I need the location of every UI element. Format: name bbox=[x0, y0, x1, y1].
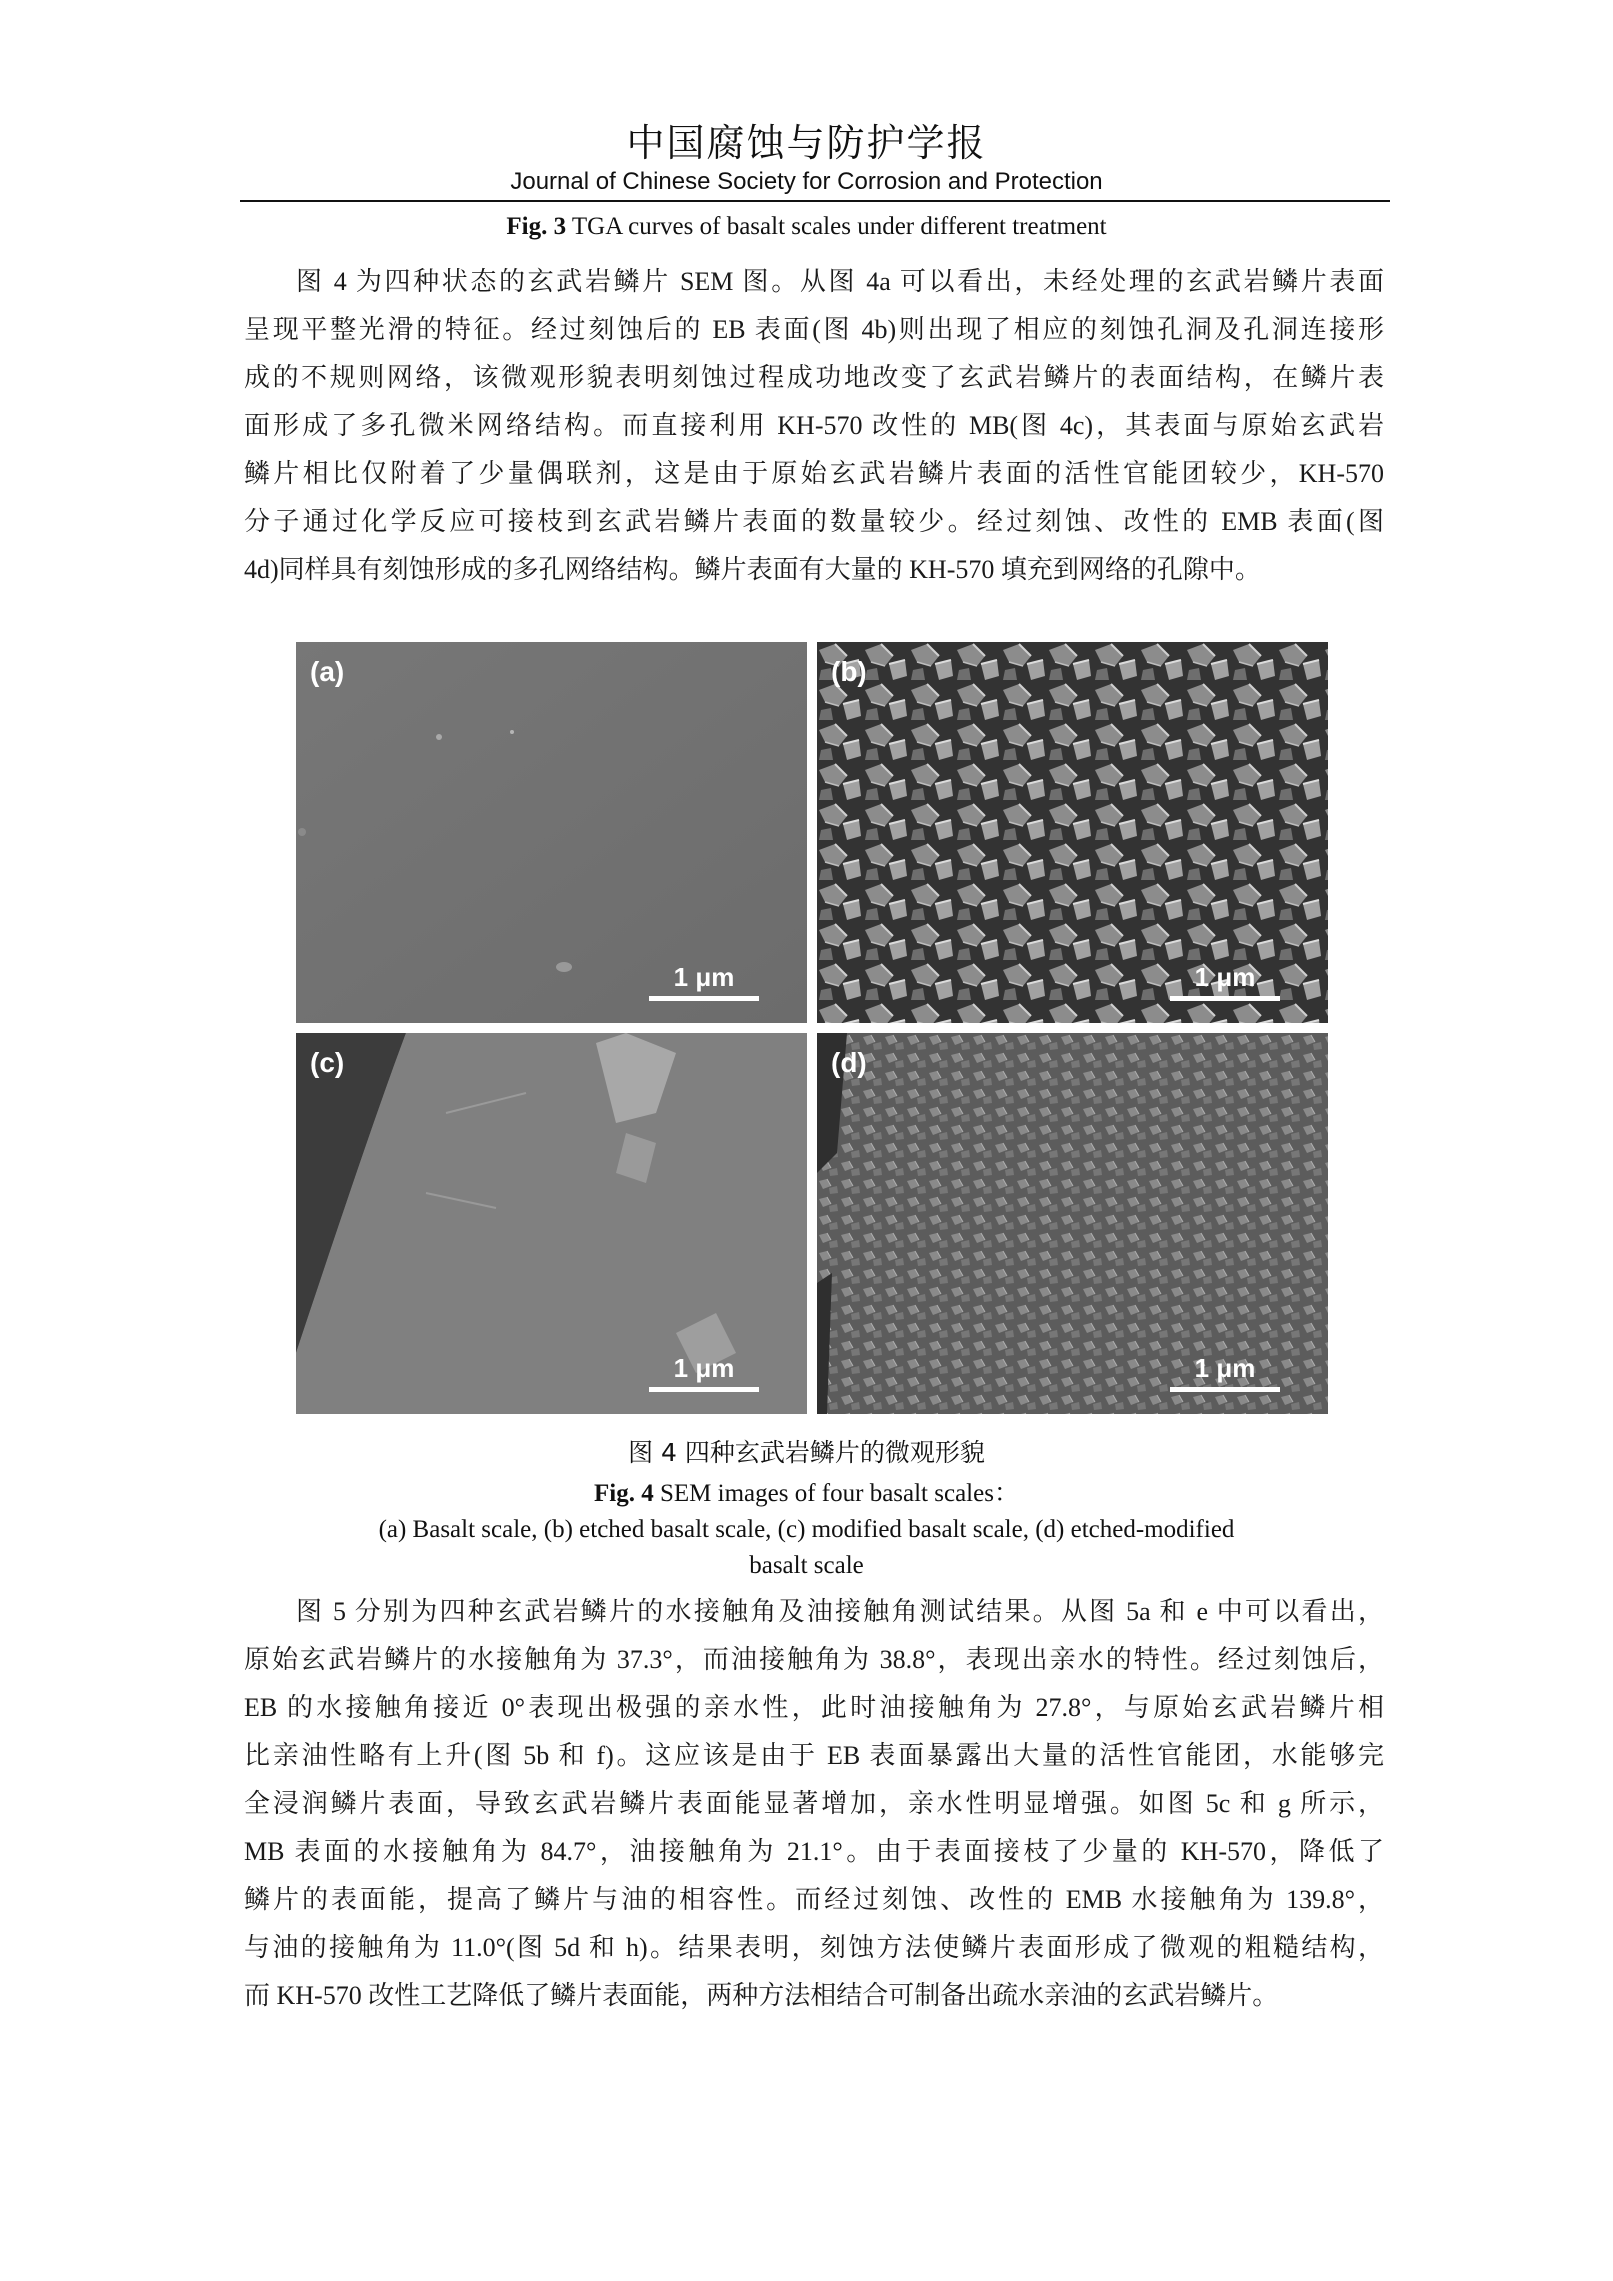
scale-bar-d bbox=[1170, 1353, 1280, 1392]
fig4-caption-en-text: SEM images of four basalt scales： bbox=[653, 1480, 1019, 1507]
paragraph-line: 面形成了多孔微米网络结构。而直接利用 KH-570 改性的 MB(图 4c)，其表面与原始玄武岩 bbox=[244, 411, 1384, 440]
fig4-caption-en-line-1 bbox=[0, 1476, 1613, 1512]
panel-label-a: (a) bbox=[310, 656, 345, 687]
scale-bar-label-d: 1 μm bbox=[1194, 1353, 1256, 1383]
journal-title-cn: 中国腐蚀与防护学报 bbox=[626, 121, 987, 165]
paragraph-line: 4d)同样具有刻蚀形成的多孔网络结构。鳞片表面有大量的 KH-570 填充到网络的孔隙中。 bbox=[244, 555, 1261, 584]
fig3-caption-label: Fig. 3 bbox=[506, 213, 567, 240]
paragraph-line: 图 5 分别为四种玄武岩鳞片的水接触角及油接触角测试结果。从图 5a 和 e 中可以看出， bbox=[296, 1597, 1384, 1626]
panel-label-b: (b) bbox=[831, 656, 867, 687]
scale-bar-label-a: 1 μm bbox=[673, 962, 735, 992]
paragraph-line: 比亲油性略有上升(图 5b 和 f)。这应该是由于 EB 表面暴露出大量的活性官能团，水能够完 bbox=[244, 1741, 1384, 1770]
fig4-caption-en-line-2: (a) Basalt scale, (b) etched basalt scale, (c) modified basalt scale, (d) etched-modified bbox=[378, 1516, 1235, 1543]
header-divider bbox=[240, 200, 1390, 202]
paragraph-line: 呈现平整光滑的特征。经过刻蚀后的 EB 表面(图 4b)则出现了相应的刻蚀孔洞及孔洞连接形 bbox=[244, 315, 1384, 344]
paragraph-line: 分子通过化学反应可接枝到玄武岩鳞片表面的数量较少。经过刻蚀、改性的 EMB 表面(图 bbox=[244, 507, 1384, 536]
panel-label-c: (c) bbox=[310, 1047, 345, 1078]
scale-bar-label-b: 1 μm bbox=[1194, 962, 1256, 992]
fig4-caption-en-line-3: basalt scale bbox=[749, 1552, 864, 1579]
scale-bar-line-a bbox=[649, 996, 759, 1001]
paragraph-2 bbox=[244, 1588, 1384, 2020]
scale-bar-label-c: 1 μm bbox=[673, 1353, 735, 1383]
sem-panel-b bbox=[817, 642, 1328, 1023]
paragraph-line: 全浸润鳞片表面，导致玄武岩鳞片表面能显著增加，亲水性明显增强。如图 5c 和 g 所示， bbox=[244, 1789, 1384, 1818]
paragraph-line: 鳞片相比仅附着了少量偶联剂，这是由于原始玄武岩鳞片表面的活性官能团较少，KH-570 bbox=[244, 459, 1384, 488]
paragraph-line: 图 4 为四种状态的玄武岩鳞片 SEM 图。从图 4a 可以看出，未经处理的玄武岩鳞片表面 bbox=[296, 267, 1384, 296]
paragraph-line: 而 KH-570 改性工艺降低了鳞片表面能，两种方法相结合可制备出疏水亲油的玄武岩鳞片。 bbox=[244, 1981, 1279, 2010]
paragraph-1 bbox=[244, 258, 1384, 594]
paragraph-line: 原始玄武岩鳞片的水接触角为 37.3°，而油接触角为 38.8°，表现出亲水的特性。经过刻蚀后， bbox=[244, 1645, 1384, 1674]
scale-bar-c bbox=[649, 1353, 759, 1392]
sem-panel-c bbox=[296, 1033, 807, 1414]
scale-bar-b bbox=[1170, 962, 1280, 1001]
scale-bar-line-d bbox=[1170, 1387, 1280, 1392]
scale-bar-line-b bbox=[1170, 996, 1280, 1001]
paragraph-line: MB 表面的水接触角为 84.7°，油接触角为 21.1°。由于表面接枝了少量的 KH-570，降低了 bbox=[244, 1837, 1384, 1866]
sem-panel-d bbox=[817, 1033, 1328, 1414]
paragraph-line: 与油的接触角为 11.0°(图 5d 和 h)。结果表明，刻蚀方法使鳞片表面形成了微观的粗糙结构， bbox=[244, 1933, 1384, 1962]
sem-panel-a bbox=[296, 642, 807, 1023]
paragraph-line: EB 的水接触角接近 0°表现出极强的亲水性，此时油接触角为 27.8°，与原始玄武岩鳞片相 bbox=[244, 1693, 1384, 1722]
journal-title-en: Journal of Chinese Society for Corrosion and Protection bbox=[510, 168, 1103, 195]
scale-bar-line-c bbox=[649, 1387, 759, 1392]
paragraph-line: 成的不规则网络，该微观形貌表明刻蚀过程成功地改变了玄武岩鳞片的表面结构，在鳞片表 bbox=[244, 363, 1384, 392]
fig3-caption-text: TGA curves of basalt scales under different treatment bbox=[566, 213, 1107, 240]
fig4-caption-en-label: Fig. 4 bbox=[594, 1480, 654, 1507]
figure-4 bbox=[296, 642, 1328, 1414]
panel-label-d: (d) bbox=[831, 1047, 867, 1078]
scale-bar-a bbox=[649, 962, 759, 1001]
fig3-caption bbox=[0, 210, 1613, 244]
fig4-caption-en bbox=[0, 1476, 1613, 1584]
paragraph-line: 鳞片的表面能，提高了鳞片与油的相容性。而经过刻蚀、改性的 EMB 水接触角为 139.8°， bbox=[244, 1885, 1384, 1914]
fig4-caption-cn: 图 4 四种玄武岩鳞片的微观形貌 bbox=[628, 1438, 985, 1467]
